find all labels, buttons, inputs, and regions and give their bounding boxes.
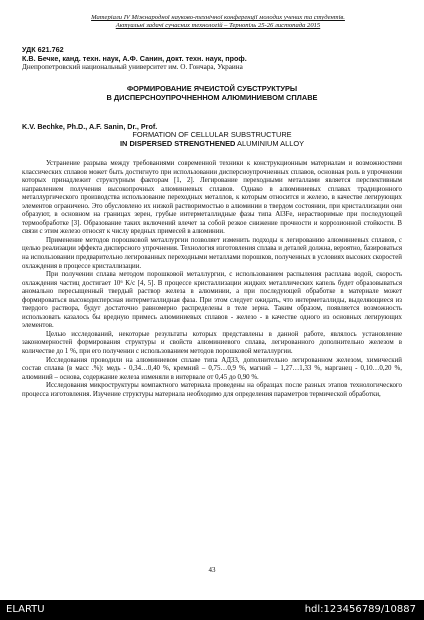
udc-code: УДК 621.762 — [22, 45, 64, 54]
article-body — [22, 160, 402, 399]
title-en-line-1: FORMATION OF CELLULAR SUBSTRUCTURE — [132, 130, 292, 139]
title-en-line-2 — [22, 140, 402, 149]
paragraph: Применение методов порошковой металлургии позволяет изменить подходы к легированию алюминиевых сплавов, с целью реализации эффекта дисперсного упрочнения. Технология изготовления сплава и деталей должна, вероятно, базироваться на использовании предварительно легированных переходными металлами порошков, полученных в условиях высоких скоростей охлаждения в процессе кристаллизации. — [22, 236, 402, 270]
title-ru-line-1: ФОРМИРОВАНИЕ ЯЧЕИСТОЙ СУБСТРУКТУРЫ — [126, 84, 298, 93]
header-line-2: Актуальні задачі сучасних технологій – Тернопіль 25-26 листопада 2015 — [115, 22, 321, 30]
paragraph: Целью исследований, некоторые результаты которых представлены в данной работе, являлось установление закономерностей формирования структуры и свойств алюминиевого сплава, легированного дополнительно железом в количестве до 1 %, при его получении с использованием методов порошковой металлургии. — [22, 330, 402, 356]
title-en-line-2-rest: ALUMINIUM ALLOY — [235, 138, 304, 148]
title-en-line-2-bold: IN DISPERSED STRENGTHENED — [120, 138, 236, 148]
title-ru-line-2: В ДИСПЕРСНОУПРОЧНЕННОМ АЛЮМИНИЕВОМ СПЛАВЕ — [106, 93, 318, 102]
paragraph: Устранение разрыва между требованиями современной техники к конструкционным материалам и возможностями классических сплавов может быть достигнуто при использовании дисперсноупрочненных сплавов, основная роль в упрочнении которых принадлежит структурным факторам [1, 2]. Легирование переходными металлами является перспективным направлением получения высокопрочных алюминиевых сплавов. Однако в алюминиевых сплавах традиционного металлургического производства использование переходных металлов, к которым относится и железо, в качестве легирующих элементов ограничено. Это обусловлено их низкой растворимостью в алюминии в твердом состоянии, при кристаллизации они образуют, в основном на границах зерен, грубые интерметаллидные фазы типа Al3Fe, нерастворимые при последующей термообработке [3]. Образование таких включений влечет за собой резкое снижение прочности и коррозионной стойкости. В связи с этим железо относят к числу вредных примесей в алюминии. — [22, 160, 402, 236]
authors-ru: К.В. Бечке, канд. техн. наук, А.Ф. Санин, докт. техн. наук, проф. — [22, 53, 247, 63]
article-meta — [22, 46, 402, 72]
title-en — [22, 131, 402, 149]
paragraph: Исследования микроструктуры компактного материала проведены на образцах после разных этапов технологического процесса изготовления. Изучение структуры материала необходимо для определения параметров термической обработки, — [22, 382, 402, 398]
repository-name: ELARTU — [6, 604, 45, 615]
header-line-1: Матеріали IV Міжнародної науково-технічної конференції молодих учених та студентів. — [91, 14, 345, 21]
title-ru — [22, 84, 402, 102]
page-number: 43 — [208, 566, 216, 574]
paragraph: При получении сплава методом порошковой металлургии, с использованием распыления расплава водой, скорость охлаждения частиц достигает 10⁶ K/c [4, 5]. В процессе кристаллизации жидких металлических капель будет образовываться аномально пересыщенный твердый раствор железа в алюминии, а при последующей обработке в материале может формироваться высокодисперсная интерметаллидная фаза. При этом следует ожидать, что интерметаллиды, выделяющиеся из твердого раствора, будут достаточно равномерно распределены в теле зерна. Таким образом, появляется возможность использовать казалось бы вредную примесь алюминиевых сплавов - железо - в качестве одного из основных легирующих элементов. — [22, 271, 402, 330]
repository-footer-bar — [0, 600, 424, 620]
handle-id: hdl:123456789/10887 — [304, 604, 416, 615]
affiliation: Днепропетровский национальный университет им. О. Гончара, Украина — [22, 63, 243, 72]
running-header — [24, 14, 412, 31]
authors-en: K.V. Bechke, Ph.D., A.F. Sanin, Dr., Prof. — [22, 122, 158, 131]
paragraph: Исследования проводили на алюминиевом сплаве типа АД33, дополнительно легированном железом, химический состав сплава (в масс .%): медь - 0,34…0,40 %, кремний – 0,75…0,9 %, магний – 1,27…1,33 %, марганец - 0,10…0,20 %, алюминий – основа, содержание железа изменяли в интервале от 0,45 до 0,90 %. — [22, 356, 402, 381]
